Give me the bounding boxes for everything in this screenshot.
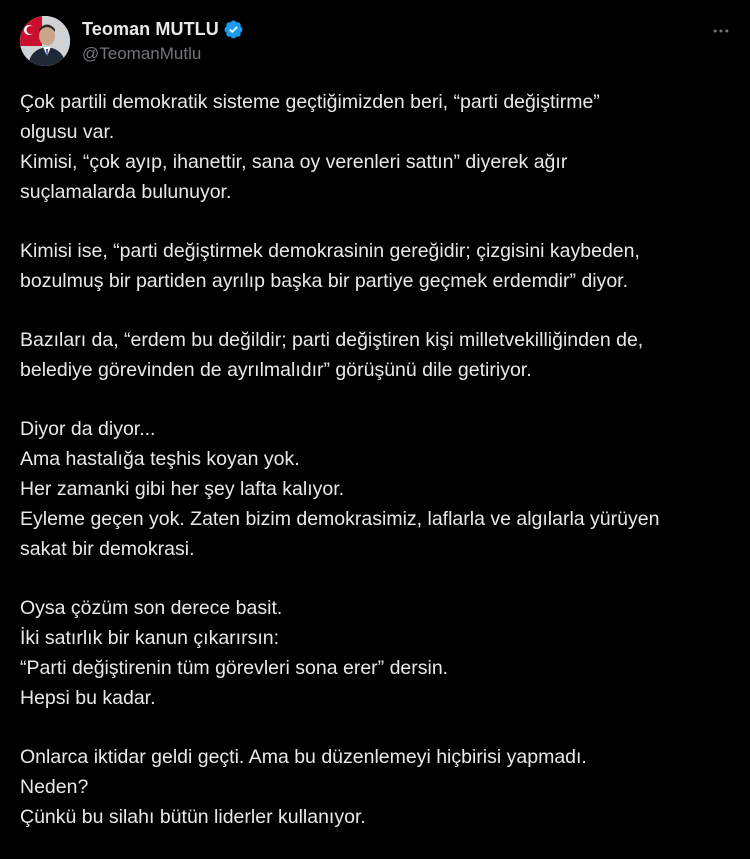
more-horizontal-icon[interactable]	[708, 18, 734, 44]
avatar[interactable]	[20, 16, 70, 66]
tweet-text-line: suçlamalarda bulunuyor.	[20, 181, 232, 203]
tweet-text-line: Ama hastalığa teşhis koyan yok.	[20, 448, 300, 470]
tweet-text-line: Her zamanki gibi her şey lafta kalıyor.	[20, 478, 345, 500]
tweet-text-line: belediye görevinden de ayrılmalıdır” görüşünü dile getiriyor.	[20, 359, 532, 381]
verified-badge-icon[interactable]	[223, 19, 244, 40]
tweet-text-line: Bazıları da, “erdem bu değildir; parti değiştiren kişi milletvekilliğinden de,	[20, 329, 644, 351]
tweet-text-line: Eyleme geçen yok. Zaten bizim demokrasimiz, laflarla ve algılarla yürüyen	[20, 508, 660, 530]
paragraph-gap	[20, 713, 745, 742]
author-identity	[82, 16, 244, 64]
tweet-text-line: Kimisi, “çok ayıp, ihanettir, sana oy verenleri sattın” diyerek ağır	[20, 151, 568, 173]
tweet-text-line: Onlarca iktidar geldi geçti. Ama bu düzenlemeyi hiçbirisi yapmadı.	[20, 746, 587, 768]
tweet-text-line: Oysa çözüm son derece basit.	[20, 597, 283, 619]
tweet-text-line: İki satırlık bir kanun çıkarırsın:	[20, 627, 279, 649]
paragraph-gap	[20, 296, 745, 325]
tweet-header	[20, 16, 244, 72]
tweet-text-line: Diyor da diyor...	[20, 418, 156, 440]
tweet-text	[20, 87, 745, 832]
paragraph-gap	[20, 207, 745, 236]
tweet-text-line: Neden?	[20, 776, 89, 798]
tweet-text-line: “Parti değiştirenin tüm görevleri sona erer” dersin.	[20, 657, 449, 679]
tweet-text-line: Kimisi ise, “parti değiştirmek demokrasinin gereğidir; çizgisini kaybeden,	[20, 240, 640, 262]
tweet-text-line: sakat bir demokrasi.	[20, 538, 195, 560]
avatar-photo	[20, 16, 70, 66]
paragraph-gap	[20, 385, 745, 414]
tweet-text-line: Çünkü bu silahı bütün liderler kullanıyor.	[20, 806, 366, 828]
tweet-text-line: Hepsi bu kadar.	[20, 687, 156, 709]
name-row	[82, 17, 244, 41]
paragraph-gap	[20, 564, 745, 593]
tweet-text-line: Çok partili demokratik sisteme geçtiğimizden beri, “parti değiştirme”	[20, 91, 600, 113]
tweet-text-line: bozulmuş bir partiden ayrılıp başka bir partiye geçmek erdemdir” diyor.	[20, 270, 629, 292]
tweet-text-line: olgusu var.	[20, 121, 115, 143]
author-handle[interactable]: @TeomanMutlu	[82, 44, 202, 63]
author-display-name[interactable]: Teoman MUTLU	[82, 18, 219, 39]
